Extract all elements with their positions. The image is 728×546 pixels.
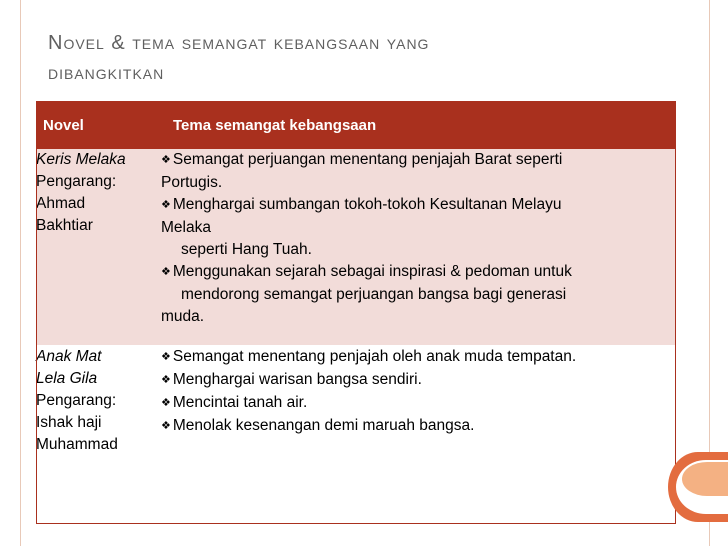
theme-item: ❖ Semangat menentang penjajah oleh anak muda tempatan. bbox=[161, 346, 676, 369]
theme-item: ❖ Menghargai warisan bangsa sendiri. bbox=[161, 369, 676, 392]
pengarang-label: Pengarang: bbox=[36, 392, 117, 409]
table-header-row bbox=[36, 101, 676, 149]
theme-item: ❖ Menolak kesenangan demi maruah bangsa. bbox=[161, 415, 676, 438]
title-line-2: dibangkitkan bbox=[48, 62, 165, 84]
decorative-circle-icon bbox=[668, 452, 728, 522]
table-row bbox=[36, 149, 676, 346]
header-tema: Tema semangat kebangsaan bbox=[161, 101, 676, 149]
novel-title: Lela Gila bbox=[36, 370, 98, 387]
author-name-2: Bakhtiar bbox=[36, 217, 93, 234]
theme-item: ❖ Menghargai sumbangan tokoh-tokoh Kesultanan Melayu bbox=[161, 194, 676, 217]
theme-item: ❖ Mencintai tanah air. bbox=[161, 392, 676, 415]
title-line-1: Novel & tema semangat kebangsaan yang bbox=[48, 32, 430, 54]
novel-cell bbox=[36, 149, 161, 346]
theme-item: ❖ Semangat perjuangan menentang penjajah Barat seperti bbox=[161, 149, 676, 172]
pengarang-label: Pengarang: bbox=[36, 173, 117, 190]
slide-title bbox=[48, 28, 648, 88]
decorative-circle-core bbox=[682, 462, 728, 496]
novel-cell bbox=[36, 346, 161, 517]
theme-item-cont: Portugis. bbox=[161, 174, 223, 191]
author-name-2: Muhammad bbox=[36, 436, 118, 453]
theme-item-cont: mendorong semangat perjuangan bangsa bagi generasi bbox=[181, 286, 567, 303]
header-novel: Novel bbox=[36, 101, 161, 149]
theme-item-cont: seperti Hang Tuah. bbox=[181, 241, 312, 258]
theme-item: ❖ Menggunakan sejarah sebagai inspirasi & pedoman untuk bbox=[161, 261, 676, 284]
theme-item-cont: muda. bbox=[161, 308, 205, 325]
theme-item-cont: Melaka bbox=[161, 219, 211, 236]
table-row bbox=[36, 346, 676, 517]
novel-title: Anak Mat bbox=[36, 348, 102, 365]
author-name-1: Ahmad bbox=[36, 195, 86, 212]
author-name-1: Ishak haji bbox=[36, 414, 102, 431]
theme-cell bbox=[161, 149, 676, 346]
novel-theme-table bbox=[36, 101, 676, 516]
theme-cell bbox=[161, 346, 676, 517]
novel-title: Keris Melaka bbox=[36, 151, 126, 168]
